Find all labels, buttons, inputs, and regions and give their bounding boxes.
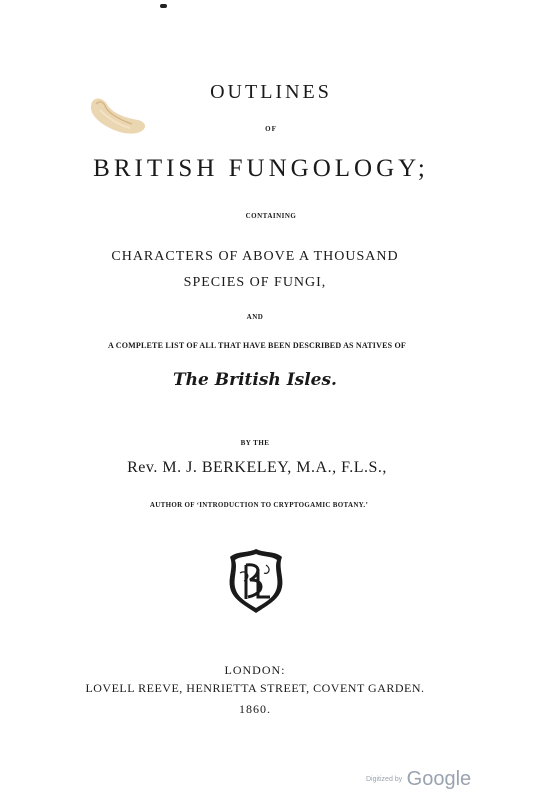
digitized-watermark	[366, 768, 471, 791]
by-the-label: BY THE	[240, 439, 270, 447]
imprint-year: 1860.	[239, 702, 271, 716]
imprint-publisher: LOVELL REEVE, HENRIETTA STREET, COVENT GARDEN.	[85, 681, 425, 695]
title-line-2: BRITISH FUNGOLOGY;	[93, 155, 429, 182]
ink-spot	[160, 4, 167, 8]
watermark-brand: Google	[406, 768, 472, 790]
subtitle-line-1: CHARACTERS OF ABOVE A THOUSAND	[111, 249, 399, 264]
title-of: OF	[265, 125, 277, 133]
imprint-city: LONDON:	[224, 663, 286, 677]
watermark-prefix: Digitized by	[366, 776, 403, 783]
title-line-1: OUTLINES	[210, 81, 332, 103]
subtitle-line-2: SPECIES OF FUNGI,	[183, 275, 327, 290]
author-name: Rev. M. J. BERKELEY, M.A., F.L.S.,	[127, 459, 387, 476]
publisher-monogram-icon	[226, 547, 286, 615]
containing-label: CONTAINING	[245, 212, 297, 220]
and-label: AND	[246, 313, 264, 321]
author-works: AUTHOR OF ‘INTRODUCTION TO CRYPTOGAMIC BOTANY.’	[149, 501, 369, 509]
british-isles-heading: The British Isles.	[173, 370, 337, 390]
subtitle-line-3: A COMPLETE LIST OF ALL THAT HAVE BEEN DESCRIBED AS NATIVES OF	[108, 341, 406, 350]
